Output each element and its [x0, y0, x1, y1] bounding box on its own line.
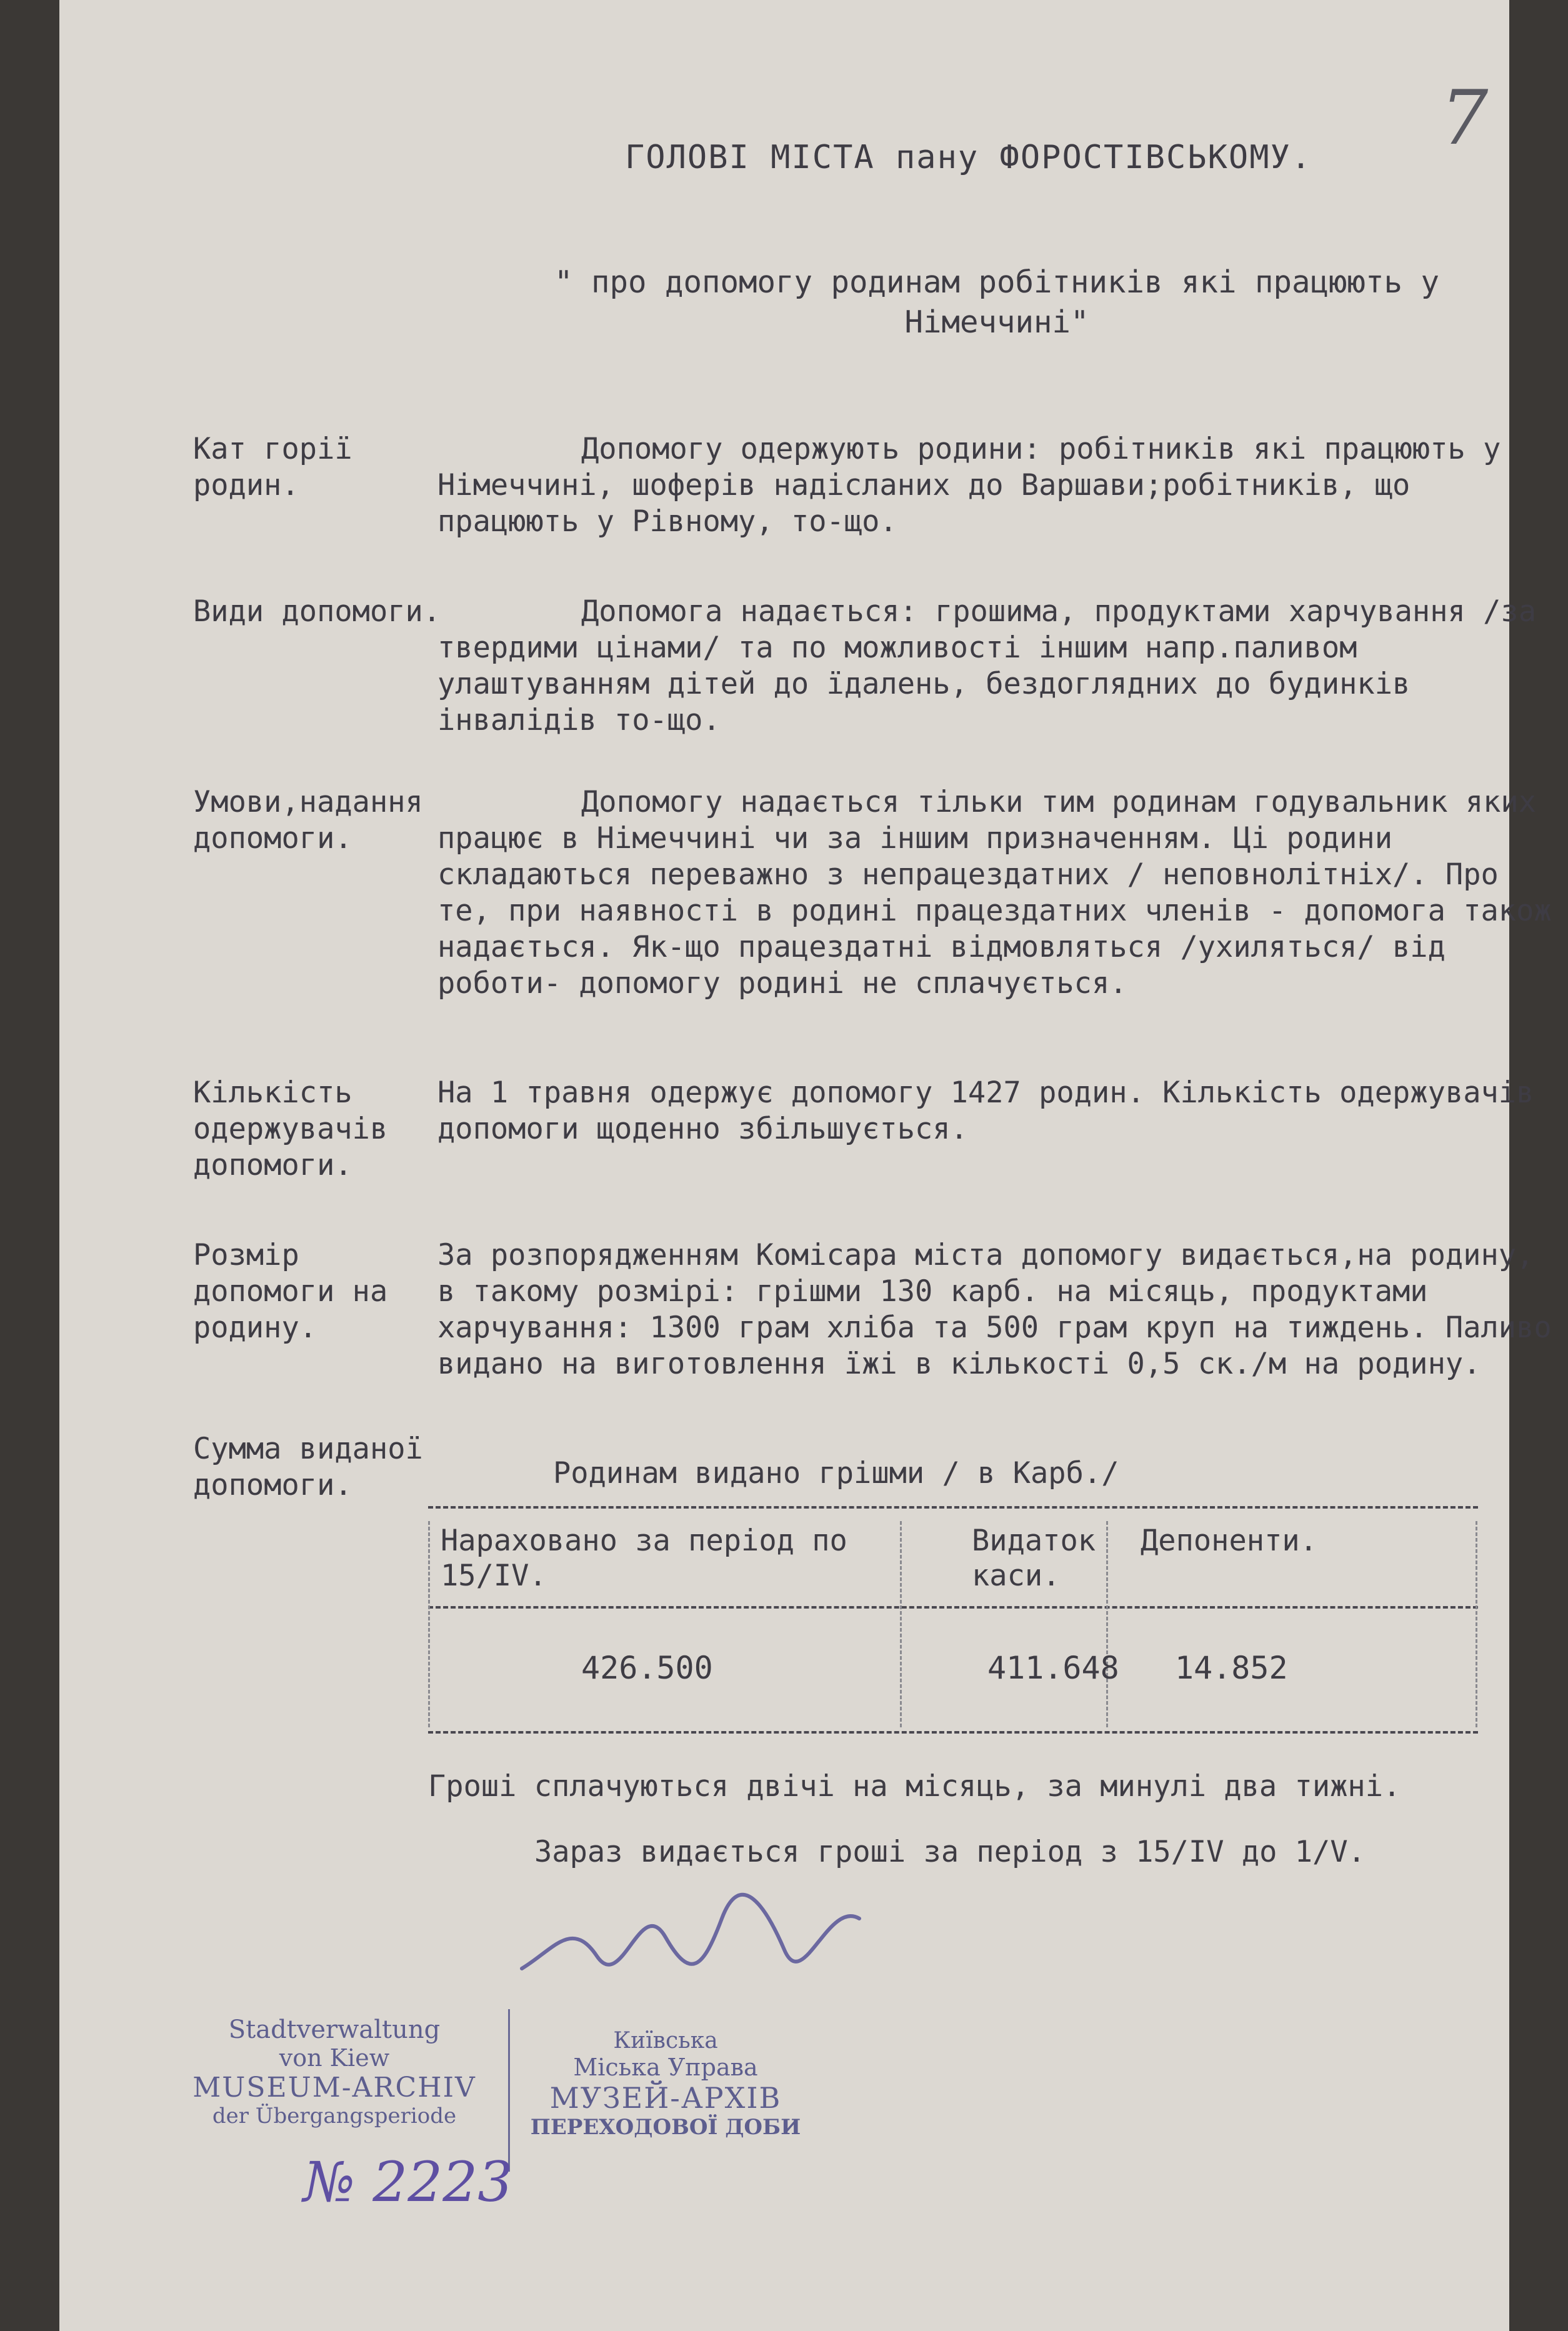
stamp-line: Київська — [613, 2028, 718, 2054]
section-paragraph: На 1 травня одержує допомогу 1427 родин. Кількість одержувачів допомоги щоденно збільшується. — [437, 1076, 1534, 1146]
addressee-heading: ГОЛОВІ МІСТА пану ФОРОСТІВСЬКОМУ. — [625, 139, 1312, 176]
stamp-line: MUSEUM-ARCHIV — [192, 2072, 476, 2104]
document-subject: " про допомогу родинам робітників які працюють у Німеччині" — [554, 264, 1440, 340]
document-sheet — [59, 0, 1552, 2331]
table-header-accrued: Нараховано за період по 15/IV. — [441, 1524, 847, 1593]
stamp-line: der Übergangsperiode — [212, 2104, 457, 2129]
stamp-line: von Kiew — [279, 2044, 390, 2072]
section-paragraph: Допомогу надається тільки тим родинам годувальник яких працює в Німеччині чи за іншим призначенням. Ці родини складаються переважно з непрацездатних / неповнолітніх/. Про те, при наявності в родині працездатних членів - допомога також надається. Як-що працездатні відмовляться /ухиляться/ від роботи- допомогу родині не сплачується. — [437, 785, 1552, 1001]
section-label-categories: Кат горії родин. — [193, 432, 352, 502]
section-label-conditions: Умови,надання допомоги. — [193, 785, 423, 856]
section-label-total: Сумма виданої допомоги. — [193, 1432, 423, 1502]
archive-stamp-ukrainian — [516, 2028, 816, 2140]
table-cell: 14.852 — [1175, 1650, 1288, 1686]
table-col-border — [1476, 1521, 1477, 1727]
stamp-line: ПЕРЕХОДОВОЇ ДОБИ — [530, 2115, 801, 2140]
section-paragraph: За розпорядженням Комісара міста допомогу видається,на родину, в такому розмірі: грішми 130 карб. на місяць, продуктами харчування: 1300 грам хліба та 500 грам круп на тиждень. Паливо видано на виготовлення їжі в кількості 0,5 ск./м на родину. — [437, 1238, 1552, 1381]
table-rule-bottom — [428, 1731, 1478, 1734]
archive-stamp-german — [166, 2015, 503, 2129]
current-period-note: Зараз видається гроші за період з 15/IV до 1/V. — [534, 1835, 1366, 1869]
table-rule-mid — [428, 1606, 1478, 1609]
stamp-line: МУЗЕЙ-АРХІВ — [549, 2081, 782, 2115]
signature-scribble — [516, 1881, 866, 1981]
table-header-deposits: Депоненти. — [1141, 1524, 1317, 1558]
section-text-kinds — [437, 594, 1556, 739]
payment-note: Гроші сплачуються двічі на місяць, за минулі два тижні. — [428, 1769, 1401, 1804]
stamp-divider — [508, 2009, 510, 2172]
stamp-line: Міська Управа — [573, 2054, 758, 2081]
section-text-conditions — [437, 784, 1556, 1002]
section-text-categories — [437, 431, 1556, 540]
table-cell: 411.648 — [987, 1650, 1119, 1686]
payments-table — [428, 1506, 1478, 1731]
section-text-recipients — [437, 1075, 1556, 1147]
section-label-amount: Розмір допомоги на родину. — [193, 1238, 388, 1345]
table-col-border — [428, 1521, 430, 1727]
stamp-line: Stadtverwaltung — [228, 2015, 441, 2044]
section-text-amount — [437, 1237, 1556, 1382]
section-paragraph: Допомога надається: грошима, продуктами харчування /за твердими цінами/ та по можливості іншим напр.паливом улаштуванням дітей до їдалень, бездоглядних до будинків інвалідів то-що. — [437, 594, 1537, 737]
section-label-recipients: Кількість одержувачів допомоги. — [193, 1076, 388, 1182]
section-paragraph: Допомогу одержують родини: робітників які працюють у Німеччині, шоферів надісланих до Варшави;робітників, що працюють у Рівному, то-що. — [437, 432, 1501, 539]
table-cell: 426.500 — [581, 1650, 713, 1686]
table-caption: Родинам видано грішми / в Карб./ — [553, 1456, 1119, 1490]
archive-number: № 2223 — [303, 2150, 513, 2214]
table-rule-top — [428, 1506, 1478, 1509]
table-header-expense: Видаток каси. — [972, 1524, 1096, 1593]
table-col-border — [900, 1521, 902, 1727]
section-label-kinds: Види допомоги. — [193, 594, 441, 629]
page-number: 7 — [1441, 75, 1489, 162]
